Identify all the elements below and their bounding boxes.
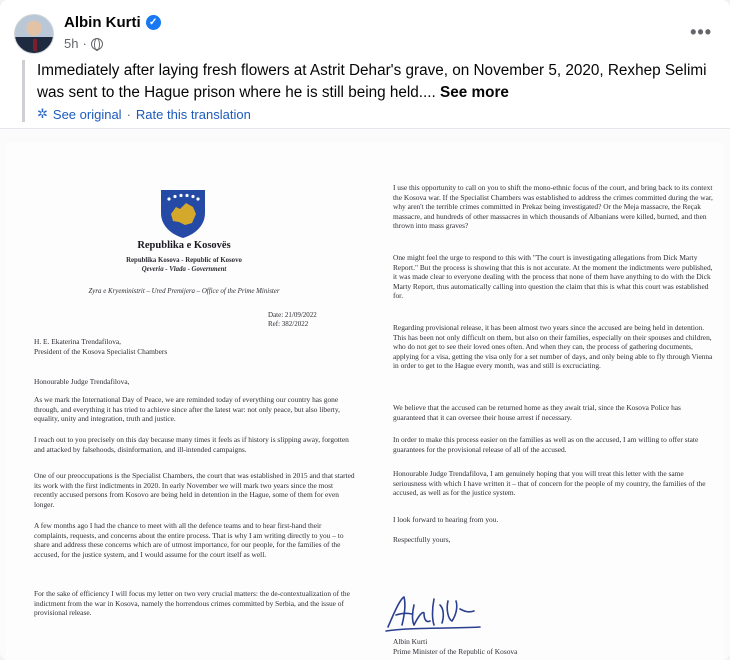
translation-separator: ·: [126, 106, 131, 122]
caption-text: [37, 60, 712, 104]
caption-body: Immediately after laying fresh flowers at Astrit Dehar's grave, on November 5, 2020, Rexhep Selimi was sent to the Hague prison where he is still being held....: [37, 62, 707, 101]
letter-salutation: Honourable Judge Trendafilova,: [34, 377, 130, 386]
letter-paper: [6, 143, 724, 660]
letterhead-subtitle: Republika Kosova - Republic of Kosovo: [126, 257, 242, 264]
see-more-link[interactable]: See more: [440, 84, 509, 101]
post-meta: [64, 36, 103, 51]
globe-icon[interactable]: [91, 38, 103, 50]
signer-name: Albin Kurti: [393, 637, 428, 646]
coat-of-arms-icon: [158, 187, 208, 239]
letter-paragraph: I look forward to hearing from you.: [393, 515, 499, 524]
more-options-icon[interactable]: •••: [690, 22, 712, 42]
letter-dates: [268, 311, 317, 329]
letter-paragraph: Honourable Judge Trendafilova, I am genuinely hoping that you will treat this letter with the same seriousness with which I have written it – that of concern for the people of my country, the families of the accused, as well as for the justice system.: [393, 469, 706, 498]
letter-recipient: [34, 337, 356, 356]
letter-paragraph: For the sake of efficiency I will focus my letter on two very crucial matters: the de-contextualization of the indictment from the war in Kosova, namely the horrendous crimes committed by Serbia, and the issue of provisional release.: [34, 589, 350, 618]
letter-image[interactable]: [0, 128, 730, 660]
post-caption: [22, 60, 712, 122]
letter-paragraph: One might feel the urge to respond to this with "The court is investigating allegations from Dick Marty Report." But the process is showing that this is not accurate. At the moment the indictments were published, it was made clear to everyone dealing with the process that none of them have anything to do with the Dick Marty Report, thus automatically calling into question the claim that this is what this court was established for.: [393, 253, 713, 301]
signature-icon: [384, 591, 484, 633]
letterhead-title: Republika e Kosovës: [137, 240, 231, 251]
letter-date: Date: 21/09/2022: [268, 311, 317, 319]
recipient-title: President of the Kosova Specialist Chambers: [34, 346, 168, 356]
letter-signer: [393, 637, 713, 656]
letter-closing: Respectfully yours,: [393, 535, 451, 544]
avatar[interactable]: [14, 14, 54, 54]
verified-badge-icon: ✓: [146, 15, 161, 30]
rate-translation-link[interactable]: Rate this translation: [135, 106, 251, 122]
letter-paragraph: As we mark the International Day of Peace, we are reminded today of everything our country has gone through, and everything it has tried to achieve since after the latest war: not only peace, but also liberty, equality, unity and integration, truth and justice.: [34, 395, 340, 424]
letter-paragraph: I use this opportunity to call on you to shift the mono-ethnic focus of the court, and bring back to its context the Kosova war. If the Specialist Chambers was established to address the crimes committed during the war, why aren't the terrible crimes committed in Prekaz being investigated? Or the Meja massacre, the Reçak massacre, and hundreds of other massacres in which thousands of Albanians were killed, burned, and then thrown into mass graves?: [393, 183, 713, 231]
letter-paragraph: One of our preoccupations is the Specialist Chambers, the court that was established in 2015 and that started its work with the first indictments in 2020. In early November we will mark two years since the most recently accused persons from Kosovo are being held in detention in the Hague, some of them for even longer.: [34, 471, 355, 509]
signer-title: Prime Minister of the Republic of Kosova: [393, 646, 518, 656]
letter-paragraph: In order to make this process easier on the families as well as on the accused, I am willing to offer state guarantees for the provisional release of all of the accused.: [393, 435, 699, 454]
recipient-name: H. E. Ekaterina Trendafilova,: [34, 337, 122, 346]
translation-bar: [37, 106, 712, 122]
letterhead-government: Qeveria - Vlada - Government: [141, 266, 227, 273]
letterhead-office: Zyra e Kryeministrit – Ured Premijera – Office of the Prime Minister: [88, 288, 280, 295]
see-original-link[interactable]: See original: [52, 106, 122, 122]
gear-icon: ✲: [37, 106, 48, 121]
author-name[interactable]: Albin Kurti: [64, 14, 141, 31]
letter-ref: Ref: 382/2022: [268, 320, 309, 328]
post-author: [64, 14, 161, 31]
letter-paragraph: We believe that the accused can be returned home as they await trial, since the Kosova Police has guaranteed that it can oversee their house arrest if necessary.: [393, 403, 681, 422]
letter-paragraph: I reach out to you precisely on this day because many times it feels as if history is slipping away, forgotten and attacked by falsehoods, disinformation, and ill-intended campaigns.: [34, 435, 349, 454]
post-time[interactable]: 5h: [64, 36, 79, 51]
letter-paragraph: A few months ago I had the chance to meet with all the defence teams and to hear first-hand their complaints, requests, and concerns about the entire process. That is why I am writing directly to you – to share and address these concerns which are of utmost importance, for our people, for the families of the accused, for the justice system, and I would assume for the court itself as well.: [34, 521, 344, 559]
letter-paragraph: Regarding provisional release, it has been almost two years since the accused are being held in detention. This has been not only difficult on them, but also on their families, especially on their spouses and children, who do not get to see their loved ones often. And when they can, the process of gathering documents, applying for a visa, getting the visa only for a set number of days, and only being able to fly through Vienna in order to get to the Hague every month, was and still is excruciating.: [393, 323, 713, 371]
meta-separator: ·: [82, 36, 87, 51]
